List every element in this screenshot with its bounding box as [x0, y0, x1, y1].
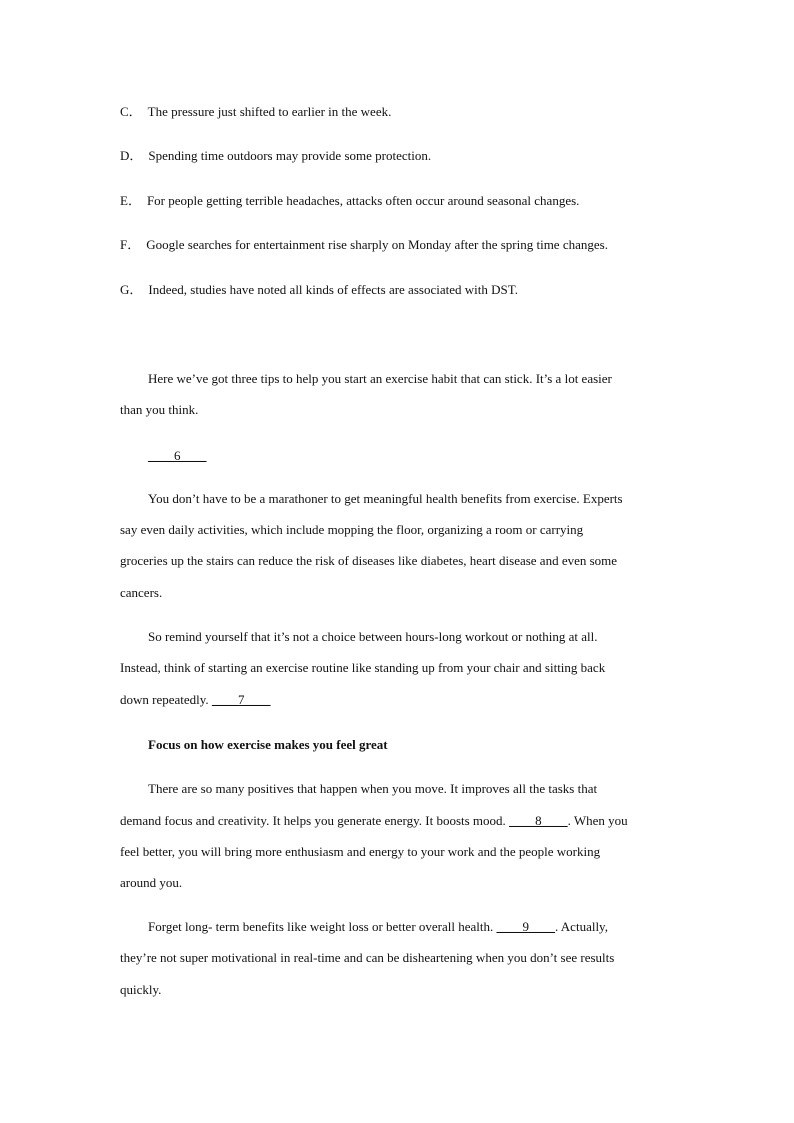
option-e [120, 193, 579, 209]
option-letter: F． [120, 237, 141, 252]
para4-line-1 [148, 919, 608, 935]
para3-line-4: around you. [120, 875, 183, 890]
option-d [120, 148, 431, 164]
section-heading: Focus on how exercise makes you feel great [148, 737, 388, 752]
para2-line-2: Instead, think of starting an exercise routine like standing up from your chair and sitting back [120, 660, 606, 675]
option-letter: G． [120, 282, 143, 297]
option-letter: E． [120, 193, 141, 208]
option-letter: D． [120, 148, 143, 163]
option-letter: C． [120, 104, 142, 119]
option-text: The pressure just shifted to earlier in the week. [147, 104, 392, 119]
para3-line-2-after: . When you [567, 813, 628, 828]
blank-6-text: ____6____ [148, 448, 207, 463]
intro-line-1: Here we’ve got three tips to help you start an exercise habit that can stick. It’s a lot easier [148, 371, 612, 386]
para3-line-1: There are so many positives that happen when you move. It improves all the tasks that [148, 781, 598, 796]
para4-line-3: quickly. [120, 982, 162, 997]
para4-line-1-before: Forget long- term benefits like weight loss or better overall health. [148, 919, 494, 934]
para4-line-2: they’re not super motivational in real-time and can be disheartening when you don’t see results [120, 950, 615, 965]
para1-line-1: You don’t have to be a marathoner to get meaningful health benefits from exercise. Experts [148, 491, 623, 506]
option-c [120, 104, 391, 120]
option-text: Spending time outdoors may provide some protection. [148, 148, 432, 163]
blank-7: ____7____ [211, 692, 271, 707]
blank-6 [148, 448, 207, 464]
para2-line-3 [120, 692, 270, 708]
blank-8: ____8____ [509, 813, 568, 828]
para3-line-3: feel better, you will bring more enthusiasm and energy to your work and the people working [120, 844, 601, 859]
option-g [120, 282, 518, 298]
para1-line-3: groceries up the stairs can reduce the risk of diseases like diabetes, heart disease and even some [120, 553, 618, 568]
para2-line-1: So remind yourself that it’s not a choice between hours-long workout or nothing at all. [148, 629, 598, 644]
para1-line-2: say even daily activities, which include mopping the floor, organizing a room or carrying [120, 522, 584, 537]
option-text: For people getting terrible headaches, attacks often occur around seasonal changes. [146, 193, 580, 208]
para4-line-1-after: . Actually, [555, 919, 608, 934]
option-text: Indeed, studies have noted all kinds of effects are associated with DST. [148, 282, 518, 297]
option-f [120, 237, 608, 253]
para2-line-3-text: down repeatedly. [120, 692, 209, 707]
para1-line-4: cancers. [120, 585, 163, 600]
para3-line-2 [120, 813, 628, 829]
intro-line-2: than you think. [120, 402, 199, 417]
para3-line-2-before: demand focus and creativity. It helps you generate energy. It boosts mood. [120, 813, 506, 828]
blank-9: ____9____ [496, 919, 556, 934]
option-text: Google searches for entertainment rise sharply on Monday after the spring time changes. [146, 237, 608, 252]
